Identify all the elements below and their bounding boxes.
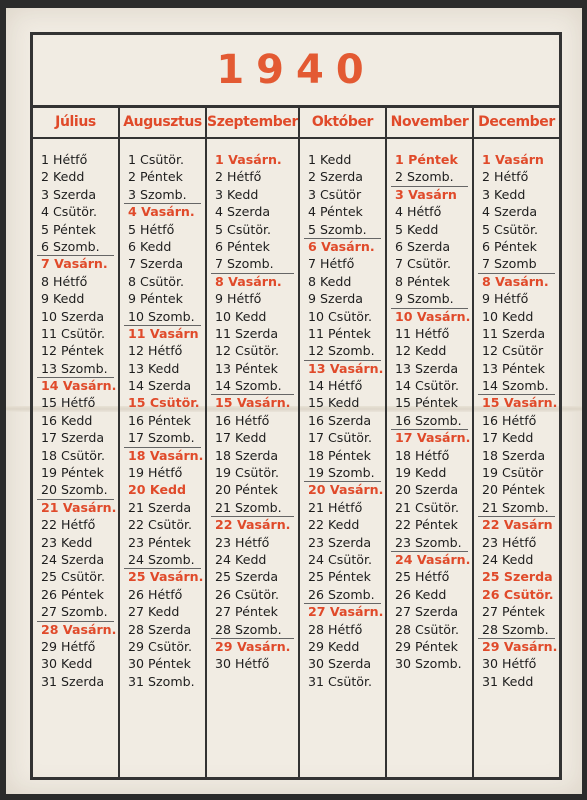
day-entry: 13 Szomb.: [41, 360, 108, 376]
day-entry: 3 Kedd: [215, 186, 259, 202]
day-entry: 11 Szerda: [482, 325, 546, 341]
day-list: [474, 151, 559, 690]
day-entry: 8 Csütör.: [128, 273, 185, 289]
day-entry: 11 Vasárn: [120, 325, 205, 342]
day-list: [387, 151, 472, 673]
day-entry: 30 Hétfő: [482, 656, 537, 672]
day-entry: 25 Szerda: [215, 569, 279, 585]
day-entry: 12 Csütör: [482, 343, 544, 359]
day-entry: 22 Vasárn.: [207, 516, 298, 533]
day-list: [300, 151, 385, 690]
day-entry: 29 Hétfő: [41, 638, 96, 654]
day-entry: 14 Szomb.: [482, 378, 549, 394]
day-entry: 9 Kedd: [41, 291, 85, 307]
day-entry: 18 Hétfő: [395, 447, 450, 463]
day-entry: 10 Szerda: [41, 308, 105, 324]
month-column-december: [474, 105, 559, 780]
day-entry: 29 Péntek: [395, 638, 458, 654]
day-entry: 14 Csütör.: [395, 378, 460, 394]
day-entry: 12 Hétfő: [128, 343, 183, 359]
day-entry: 25 Csütör.: [41, 569, 106, 585]
day-entry: 30 Hétfő: [215, 656, 270, 672]
day-entry: 12 Csütör.: [215, 343, 280, 359]
day-entry: 27 Szomb.: [41, 604, 108, 620]
day-entry: 23 Hétfő: [215, 534, 270, 550]
day-entry: 5 Csütör.: [215, 221, 272, 237]
day-entry: 24 Vasárn.: [387, 551, 472, 568]
day-entry: 24 Kedd: [215, 551, 267, 567]
day-entry: 15 Hétfő: [41, 395, 96, 411]
day-entry: 27 Vasárn.: [300, 603, 385, 620]
day-entry: 22 Hétfő: [41, 517, 96, 533]
day-entry: 12 Szomb.: [307, 343, 375, 359]
day-entry: 29 Vasárn.: [207, 638, 298, 655]
month-column-august: [120, 105, 207, 780]
day-entry: 29 Kedd: [307, 638, 360, 654]
day-entry: 19 Szomb.: [307, 465, 375, 481]
day-entry: 17 Kedd: [215, 430, 267, 446]
day-entry: 7 Hétfő: [307, 256, 355, 272]
month-name: Szeptember: [207, 105, 298, 139]
day-entry: 4 Szerda: [482, 204, 538, 220]
day-entry: 27 Szerda: [395, 604, 459, 620]
day-entry: 19 Hétfő: [128, 465, 183, 481]
month-column-october: [300, 105, 387, 780]
day-entry: 1 Hétfő: [41, 152, 88, 167]
day-entry: 23 Kedd: [41, 534, 93, 550]
month-name: November: [387, 105, 472, 139]
day-entry: 19 Csütör: [482, 465, 544, 481]
day-entry: 28 Szomb.: [215, 621, 282, 637]
day-entry: 9 Hétfő: [215, 291, 262, 307]
day-entry: 15 Kedd: [307, 395, 360, 411]
day-entry: 3 Vasárn: [387, 186, 472, 203]
day-entry: 9 Szomb.: [395, 291, 454, 307]
year-title: 1940: [216, 47, 376, 93]
day-entry: 16 Hétfő: [482, 412, 537, 428]
day-entry: 28 Vasárn.: [33, 621, 118, 638]
year-header: [33, 35, 559, 108]
day-entry: 9 Péntek: [128, 291, 183, 307]
day-entry: 10 Csütör.: [307, 308, 373, 324]
day-entry: 7 Szerda: [128, 256, 184, 272]
day-entry: 17 Vasárn.: [387, 429, 472, 446]
day-entry: 8 Vasárn.: [474, 273, 559, 290]
day-entry: 3 Szomb.: [128, 186, 187, 202]
day-entry: 1 Vasárn.: [215, 152, 282, 167]
day-entry: 26 Csütör.: [215, 586, 280, 602]
day-entry: 7 Csütör.: [395, 256, 452, 272]
day-entry: 4 Péntek: [307, 204, 363, 220]
day-entry: 2 Péntek: [128, 169, 183, 185]
day-list: [33, 151, 118, 690]
day-entry: 22 Péntek: [395, 517, 458, 533]
calendar-sheet: [6, 8, 582, 794]
day-entry: 30 Péntek: [128, 656, 191, 672]
day-entry: 24 Szerda: [41, 551, 105, 567]
day-entry: 21 Szerda: [128, 499, 192, 515]
day-entry: 20 Szomb.: [41, 482, 108, 498]
day-entry: 13 Péntek: [482, 360, 545, 376]
day-entry: 27 Péntek: [482, 604, 545, 620]
day-entry: 2 Hétfő: [482, 169, 529, 185]
day-entry: 7 Szomb: [482, 256, 537, 272]
day-entry: 2 Szerda: [307, 169, 364, 185]
day-entry: 20 Péntek: [482, 482, 545, 498]
day-entry: 5 Péntek: [41, 221, 96, 237]
day-entry: 27 Kedd: [128, 604, 180, 620]
day-entry: 6 Péntek: [215, 238, 270, 254]
day-entry: 7 Vasárn.: [33, 255, 118, 272]
month-name: Október: [300, 105, 385, 139]
day-entry: 16 Hétfő: [215, 412, 270, 428]
day-entry: 24 Csütör.: [307, 551, 373, 567]
day-entry: 28 Szomb.: [482, 621, 549, 637]
day-entry: 18 Szerda: [482, 447, 546, 463]
day-entry: 26 Péntek: [41, 586, 104, 602]
day-entry: 17 Szerda: [41, 430, 105, 446]
day-entry: 19 Kedd: [395, 465, 447, 481]
month-name: Július: [33, 105, 118, 139]
day-entry: 13 Vasárn.: [300, 360, 385, 377]
day-entry: 7 Szomb.: [215, 256, 274, 272]
day-entry: 21 Szomb.: [215, 499, 282, 515]
day-entry: 14 Vasárn.: [33, 377, 118, 394]
day-entry: 23 Péntek: [128, 534, 191, 550]
day-entry: 11 Péntek: [307, 325, 371, 341]
day-entry: 21 Hétfő: [307, 499, 363, 515]
day-entry: 8 Kedd: [307, 273, 352, 289]
day-entry: 5 Hétfő: [128, 221, 175, 237]
day-entry: 31 Szerda: [41, 673, 105, 689]
calendar-frame: [30, 32, 562, 780]
day-entry: 22 Kedd: [307, 517, 360, 533]
day-entry: 4 Vasárn.: [120, 203, 205, 220]
day-entry: 3 Kedd: [482, 186, 526, 202]
day-entry: 1 Vasárn: [482, 152, 544, 167]
day-entry: 22 Csütör.: [128, 517, 193, 533]
day-entry: 30 Szomb.: [395, 656, 462, 672]
day-entry: 4 Szerda: [215, 204, 271, 220]
day-entry: 10 Kedd: [215, 308, 267, 324]
day-entry: 8 Vasárn.: [207, 273, 298, 290]
day-entry: 18 Csütör.: [41, 447, 106, 463]
day-entry: 17 Szomb.: [128, 430, 195, 446]
day-entry: 2 Szomb.: [395, 169, 454, 185]
day-entry: 26 Szomb.: [307, 586, 375, 602]
day-entry: 13 Péntek: [215, 360, 278, 376]
day-entry: 2 Kedd: [41, 169, 85, 185]
day-entry: 20 Kedd: [128, 482, 187, 498]
day-entry: 8 Hétfő: [41, 273, 88, 289]
month-name: December: [474, 105, 559, 139]
day-entry: 24 Kedd: [482, 551, 534, 567]
day-entry: 1 Kedd: [307, 152, 352, 167]
day-entry: 29 Csütör.: [128, 638, 193, 654]
day-entry: 19 Csütör.: [215, 465, 280, 481]
day-entry: 13 Kedd: [128, 360, 180, 376]
month-column-september: [207, 105, 300, 780]
day-entry: 15 Vasárn.: [474, 394, 559, 411]
day-entry: 4 Csütör.: [41, 204, 98, 220]
day-entry: 25 Hétfő: [395, 569, 450, 585]
day-entry: 2 Hétfő: [215, 169, 262, 185]
day-entry: 21 Szomb.: [482, 499, 549, 515]
day-entry: 19 Péntek: [41, 465, 104, 481]
day-entry: 25 Péntek: [307, 569, 371, 585]
day-entry: 17 Csütör.: [307, 430, 373, 446]
day-entry: 15 Vasárn.: [207, 394, 298, 411]
day-entry: 17 Kedd: [482, 430, 534, 446]
day-entry: 6 Péntek: [482, 238, 537, 254]
day-list: [207, 151, 298, 673]
day-entry: 15 Csütör.: [128, 395, 200, 411]
day-entry: 10 Szomb.: [128, 308, 195, 324]
day-entry: 14 Hétfő: [307, 378, 363, 394]
day-entry: 12 Péntek: [41, 343, 104, 359]
day-entry: 22 Vasárn: [474, 516, 559, 533]
day-entry: 23 Szomb.: [395, 534, 462, 550]
day-entry: 18 Péntek: [307, 447, 371, 463]
day-entry: 13 Szerda: [395, 360, 459, 376]
day-entry: 6 Kedd: [128, 238, 172, 254]
day-entry: 21 Csütör.: [395, 499, 460, 515]
day-entry: 25 Szerda: [482, 569, 553, 585]
day-entry: 18 Vasárn.: [120, 447, 205, 464]
day-entry: 30 Szerda: [307, 656, 372, 672]
months-grid: [33, 105, 559, 780]
day-entry: 20 Péntek: [215, 482, 278, 498]
day-entry: 1 Csütör.: [128, 152, 185, 167]
day-entry: 16 Szomb.: [395, 412, 462, 428]
day-entry: 27 Péntek: [215, 604, 278, 620]
day-list: [120, 151, 205, 690]
day-entry: 11 Csütör.: [41, 325, 106, 341]
day-entry: 12 Kedd: [395, 343, 447, 359]
day-entry: 9 Hétfő: [482, 291, 529, 307]
day-entry: 18 Szerda: [215, 447, 279, 463]
day-entry: 23 Szerda: [307, 534, 372, 550]
month-column-november: [387, 105, 474, 780]
day-entry: 24 Szomb.: [128, 551, 195, 567]
day-entry: 11 Szerda: [215, 325, 279, 341]
day-entry: 15 Péntek: [395, 395, 458, 411]
day-entry: 9 Szerda: [307, 291, 364, 307]
day-entry: 10 Kedd: [482, 308, 534, 324]
day-entry: 20 Szerda: [395, 482, 459, 498]
day-entry: 26 Hétfő: [128, 586, 183, 602]
day-entry: 31 Csütör.: [307, 673, 373, 689]
day-entry: 28 Csütör.: [395, 621, 460, 637]
day-entry: 10 Vasárn.: [387, 308, 472, 325]
day-entry: 6 Szomb.: [41, 238, 100, 254]
day-entry: 21 Vasárn.: [33, 499, 118, 516]
day-entry: 26 Kedd: [395, 586, 447, 602]
day-entry: 20 Vasárn.: [300, 481, 385, 498]
day-entry: 23 Hétfő: [482, 534, 537, 550]
day-entry: 16 Szerda: [307, 412, 372, 428]
day-entry: 31 Szomb.: [128, 673, 195, 689]
day-entry: 14 Szomb.: [215, 378, 282, 394]
day-entry: 5 Csütör.: [482, 221, 539, 237]
day-entry: 31 Kedd: [482, 673, 534, 689]
day-entry: 5 Szomb.: [307, 221, 367, 237]
day-entry: 28 Hétfő: [307, 621, 363, 637]
day-entry: 16 Péntek: [128, 412, 191, 428]
day-entry: 11 Hétfő: [395, 325, 450, 341]
day-entry: 28 Szerda: [128, 621, 192, 637]
day-entry: 1 Péntek: [395, 152, 458, 167]
day-entry: 25 Vasárn.: [120, 568, 205, 585]
day-entry: 3 Szerda: [41, 186, 97, 202]
day-entry: 30 Kedd: [41, 656, 93, 672]
day-entry: 26 Csütör.: [482, 586, 554, 602]
day-entry: 29 Vasárn.: [474, 638, 559, 655]
day-entry: 4 Hétfő: [395, 204, 442, 220]
month-column-july: [33, 105, 120, 780]
day-entry: 16 Kedd: [41, 412, 93, 428]
month-name: Augusztus: [120, 105, 205, 139]
day-entry: 3 Csütör: [307, 186, 362, 202]
day-entry: 5 Kedd: [395, 221, 439, 237]
day-entry: 6 Szerda: [395, 238, 451, 254]
day-entry: 6 Vasárn.: [300, 238, 385, 255]
day-entry: 8 Péntek: [395, 273, 450, 289]
day-entry: 14 Szerda: [128, 378, 192, 394]
